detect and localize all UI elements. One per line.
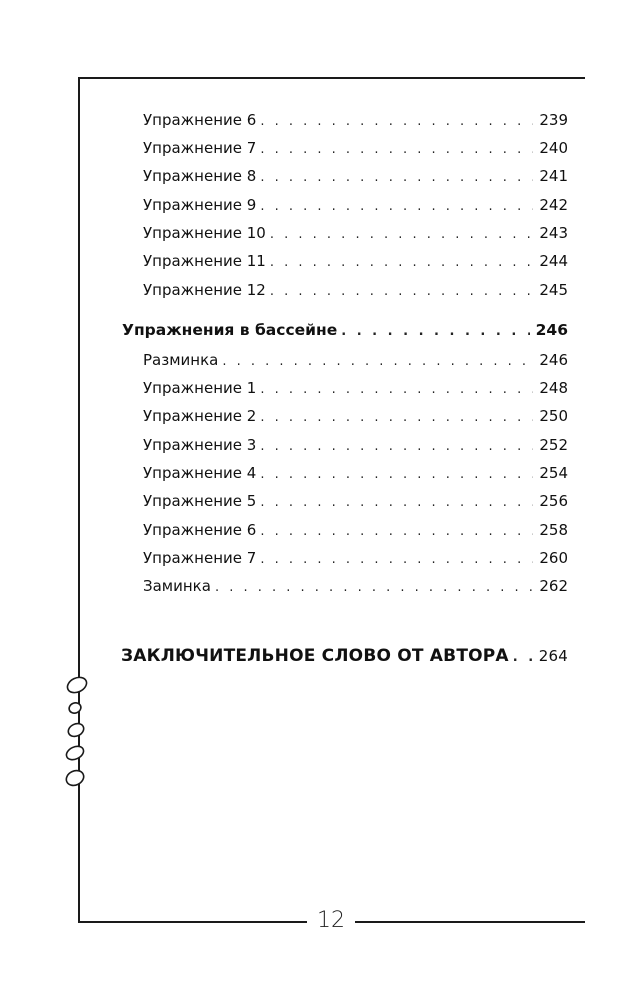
toc-entry-page: 252 (539, 436, 568, 454)
toc-entry[interactable] (143, 491, 568, 513)
toc-section[interactable] (122, 320, 568, 342)
dot-leader (270, 225, 534, 245)
toc-entry[interactable] (143, 548, 568, 570)
toc-entry-page: 242 (539, 196, 568, 214)
dot-leader (260, 380, 533, 400)
toc-entry-title: Упражнение 2 (143, 407, 257, 425)
toc-entry[interactable] (143, 251, 568, 273)
toc-entry-title: Упражнение 11 (143, 252, 266, 270)
toc-entry-title: Упражнение 1 (143, 379, 257, 397)
toc-entry-title: Упражнение 6 (143, 111, 257, 129)
dot-leader (260, 465, 533, 485)
toc-entry[interactable] (143, 378, 568, 400)
dot-leader (260, 493, 533, 513)
toc-entry[interactable] (143, 223, 568, 245)
toc-entry-title: Упражнение 3 (143, 436, 257, 454)
toc-entry[interactable] (143, 166, 568, 188)
toc-entry-title: Упражнение 4 (143, 464, 257, 482)
toc-entry[interactable] (143, 576, 568, 598)
toc-entry-title: Упражнение 5 (143, 492, 257, 510)
toc-entry[interactable] (143, 138, 568, 160)
toc-entry[interactable] (143, 435, 568, 457)
toc-entry[interactable] (143, 110, 568, 132)
toc-entry[interactable] (143, 280, 568, 302)
dot-leader (260, 522, 533, 542)
toc-entry-title: Разминка (143, 351, 219, 369)
toc-entry-page: 256 (539, 492, 568, 510)
toc-entry-page: 260 (539, 549, 568, 567)
toc-entry-page: 246 (539, 351, 568, 369)
dot-leader (270, 253, 534, 273)
toc-entry-page: 241 (539, 167, 568, 185)
toc-entry-page: 244 (539, 252, 568, 270)
toc-entry[interactable] (143, 406, 568, 428)
toc-chapter-page: 264 (538, 647, 568, 665)
toc-entry-title: Упражнение 12 (143, 281, 266, 299)
toc-entry[interactable] (143, 350, 568, 372)
toc-entry-page: 248 (539, 379, 568, 397)
toc-entry[interactable] (143, 195, 568, 217)
toc-chapter[interactable] (121, 646, 568, 668)
toc-entry-title: Упражнение 7 (143, 549, 257, 567)
toc-entry-title: Упражнение 10 (143, 224, 266, 242)
dot-leader (260, 408, 533, 428)
dot-leader (260, 140, 533, 160)
dot-leader (513, 648, 533, 668)
toc-entry-title: Упражнение 6 (143, 521, 257, 539)
toc-entry-title: Упражнение 8 (143, 167, 257, 185)
toc-section-title: Упражнения в бассейне (122, 321, 338, 339)
dot-leader (260, 112, 533, 132)
dot-leader (260, 550, 533, 570)
toc-chapter-title: ЗАКЛЮЧИТЕЛЬНОЕ СЛОВО ОТ АВТОРА (121, 646, 509, 666)
dot-leader (260, 168, 533, 188)
toc-entry-page: 240 (539, 139, 568, 157)
toc-entry-page: 258 (539, 521, 568, 539)
toc-section-page: 246 (535, 321, 568, 339)
dot-leader (260, 197, 533, 217)
toc-entry-page: 262 (539, 577, 568, 595)
toc-entry-title: Упражнение 9 (143, 196, 257, 214)
toc-entry[interactable] (143, 520, 568, 542)
dot-leader (270, 282, 534, 302)
toc-entry-title: Заминка (143, 577, 211, 595)
toc-entry-page: 239 (539, 111, 568, 129)
page-number: 12 (317, 908, 345, 933)
dot-leader (341, 322, 529, 342)
toc-entry-title: Упражнение 7 (143, 139, 257, 157)
dot-leader (222, 352, 533, 372)
toc-entry-page: 245 (539, 281, 568, 299)
dot-leader (260, 437, 533, 457)
toc-entry-page: 254 (539, 464, 568, 482)
toc-entry[interactable] (143, 463, 568, 485)
toc-entry-page: 243 (539, 224, 568, 242)
toc-entry-page: 250 (539, 407, 568, 425)
dot-leader (215, 578, 533, 598)
